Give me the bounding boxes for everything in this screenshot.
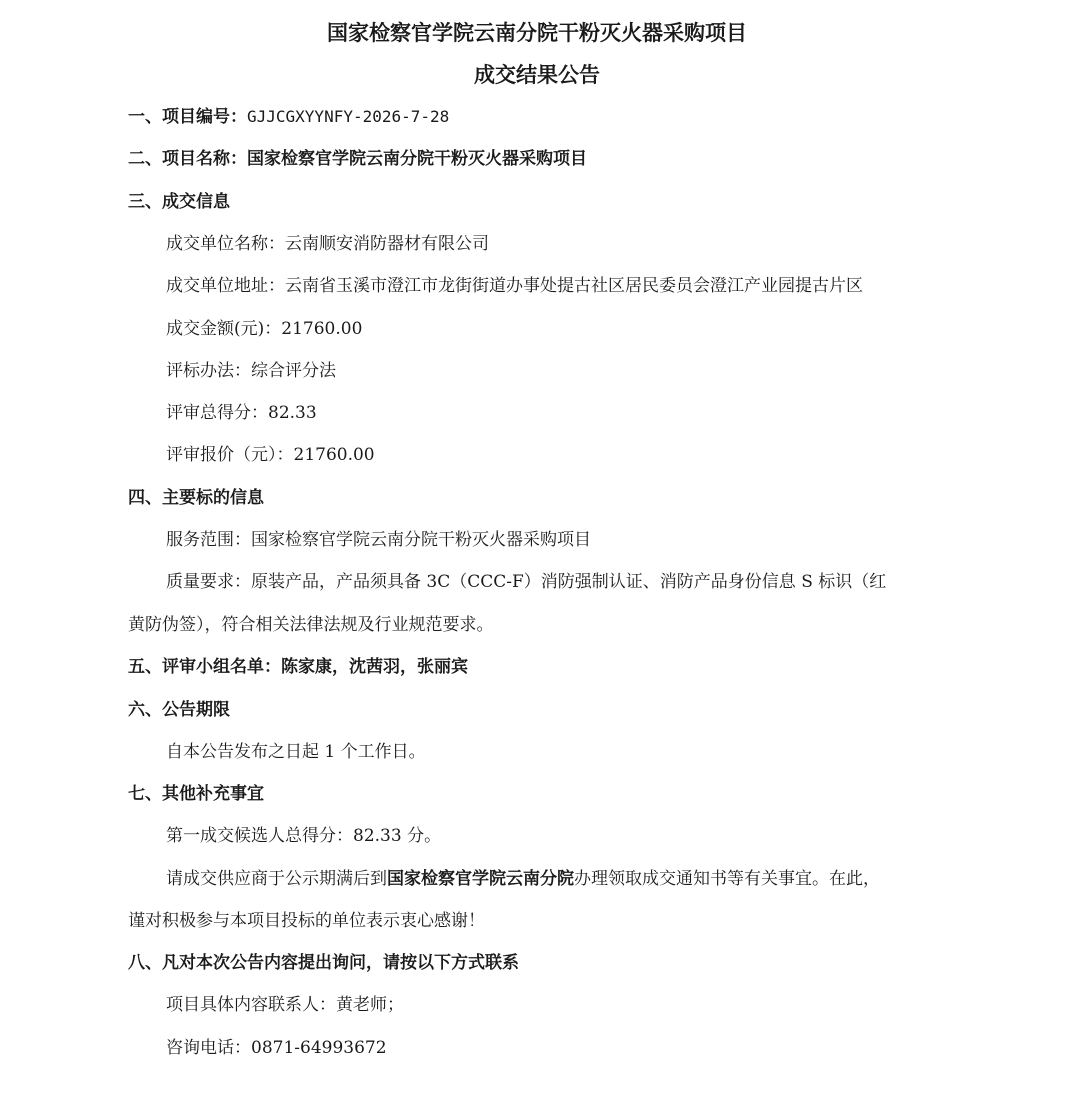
first-candidate-score: 第一成交候选人总得分：82.33 分。	[166, 826, 442, 846]
project-name-line	[128, 146, 587, 172]
collect-notice-pre: 请成交供应商于公示期满后到	[166, 869, 387, 889]
quality-requirement-line1: 质量要求：原装产品，产品须具备 3C（CCC-F）消防强制认证、消防产品身份信息 S 标识（红	[166, 572, 887, 592]
project-number-label: 一、项目编号：	[128, 107, 247, 127]
project-number-line	[128, 104, 449, 130]
project-name-label: 二、项目名称：	[128, 149, 247, 169]
quality-requirement-line2: 黄防伪签），符合相关法律法规及行业规范要求。	[128, 615, 494, 635]
collect-notice-line	[166, 866, 880, 892]
section-heading-other-matters: 七、其他补充事宜	[128, 784, 264, 804]
thanks-line: 谨对积极参与本项目投标的单位表示衷心感谢！	[128, 911, 485, 931]
section-heading-review-panel: 五、评审小组名单：陈家康，沈茜羽，张丽宾	[128, 657, 468, 677]
collect-notice-institution: 国家检察官学院云南分院	[387, 869, 574, 889]
service-scope: 服务范围：国家检察官学院云南分院干粉灭火器采购项目	[166, 530, 591, 550]
section-heading-contact: 八、凡对本次公告内容提出询问，请按以下方式联系	[128, 953, 519, 973]
document-subtitle: 成交结果公告	[474, 63, 600, 87]
winner-address: 成交单位地址：云南省玉溪市澄江市龙街街道办事处提古社区居民委员会澄江产业园提古片区	[166, 276, 863, 296]
collect-notice-post: 办理领取成交通知书等有关事宜。在此，	[574, 869, 880, 889]
deal-amount: 成交金额(元)：21760.00	[166, 319, 363, 339]
evaluated-quote: 评审报价（元）：21760.00	[166, 445, 375, 465]
winner-name: 成交单位名称：云南顺安消防器材有限公司	[166, 234, 489, 254]
evaluation-method: 评标办法：综合评分法	[166, 361, 336, 381]
project-number-value: GJJCGXYYNFY-2026-7-28	[247, 107, 450, 126]
section-heading-subject-info: 四、主要标的信息	[128, 488, 264, 508]
contact-person: 项目具体内容联系人：黄老师；	[166, 995, 404, 1015]
section-heading-notice-period: 六、公告期限	[128, 700, 230, 720]
contact-phone: 咨询电话：0871-64993672	[166, 1038, 387, 1058]
notice-period-text: 自本公告发布之日起 1 个工作日。	[166, 742, 426, 762]
total-score: 评审总得分：82.33	[166, 403, 317, 423]
section-heading-deal-info: 三、成交信息	[128, 192, 230, 212]
project-name-value: 国家检察官学院云南分院干粉灭火器采购项目	[247, 149, 587, 169]
document-title: 国家检察官学院云南分院干粉灭火器采购项目	[327, 21, 747, 45]
